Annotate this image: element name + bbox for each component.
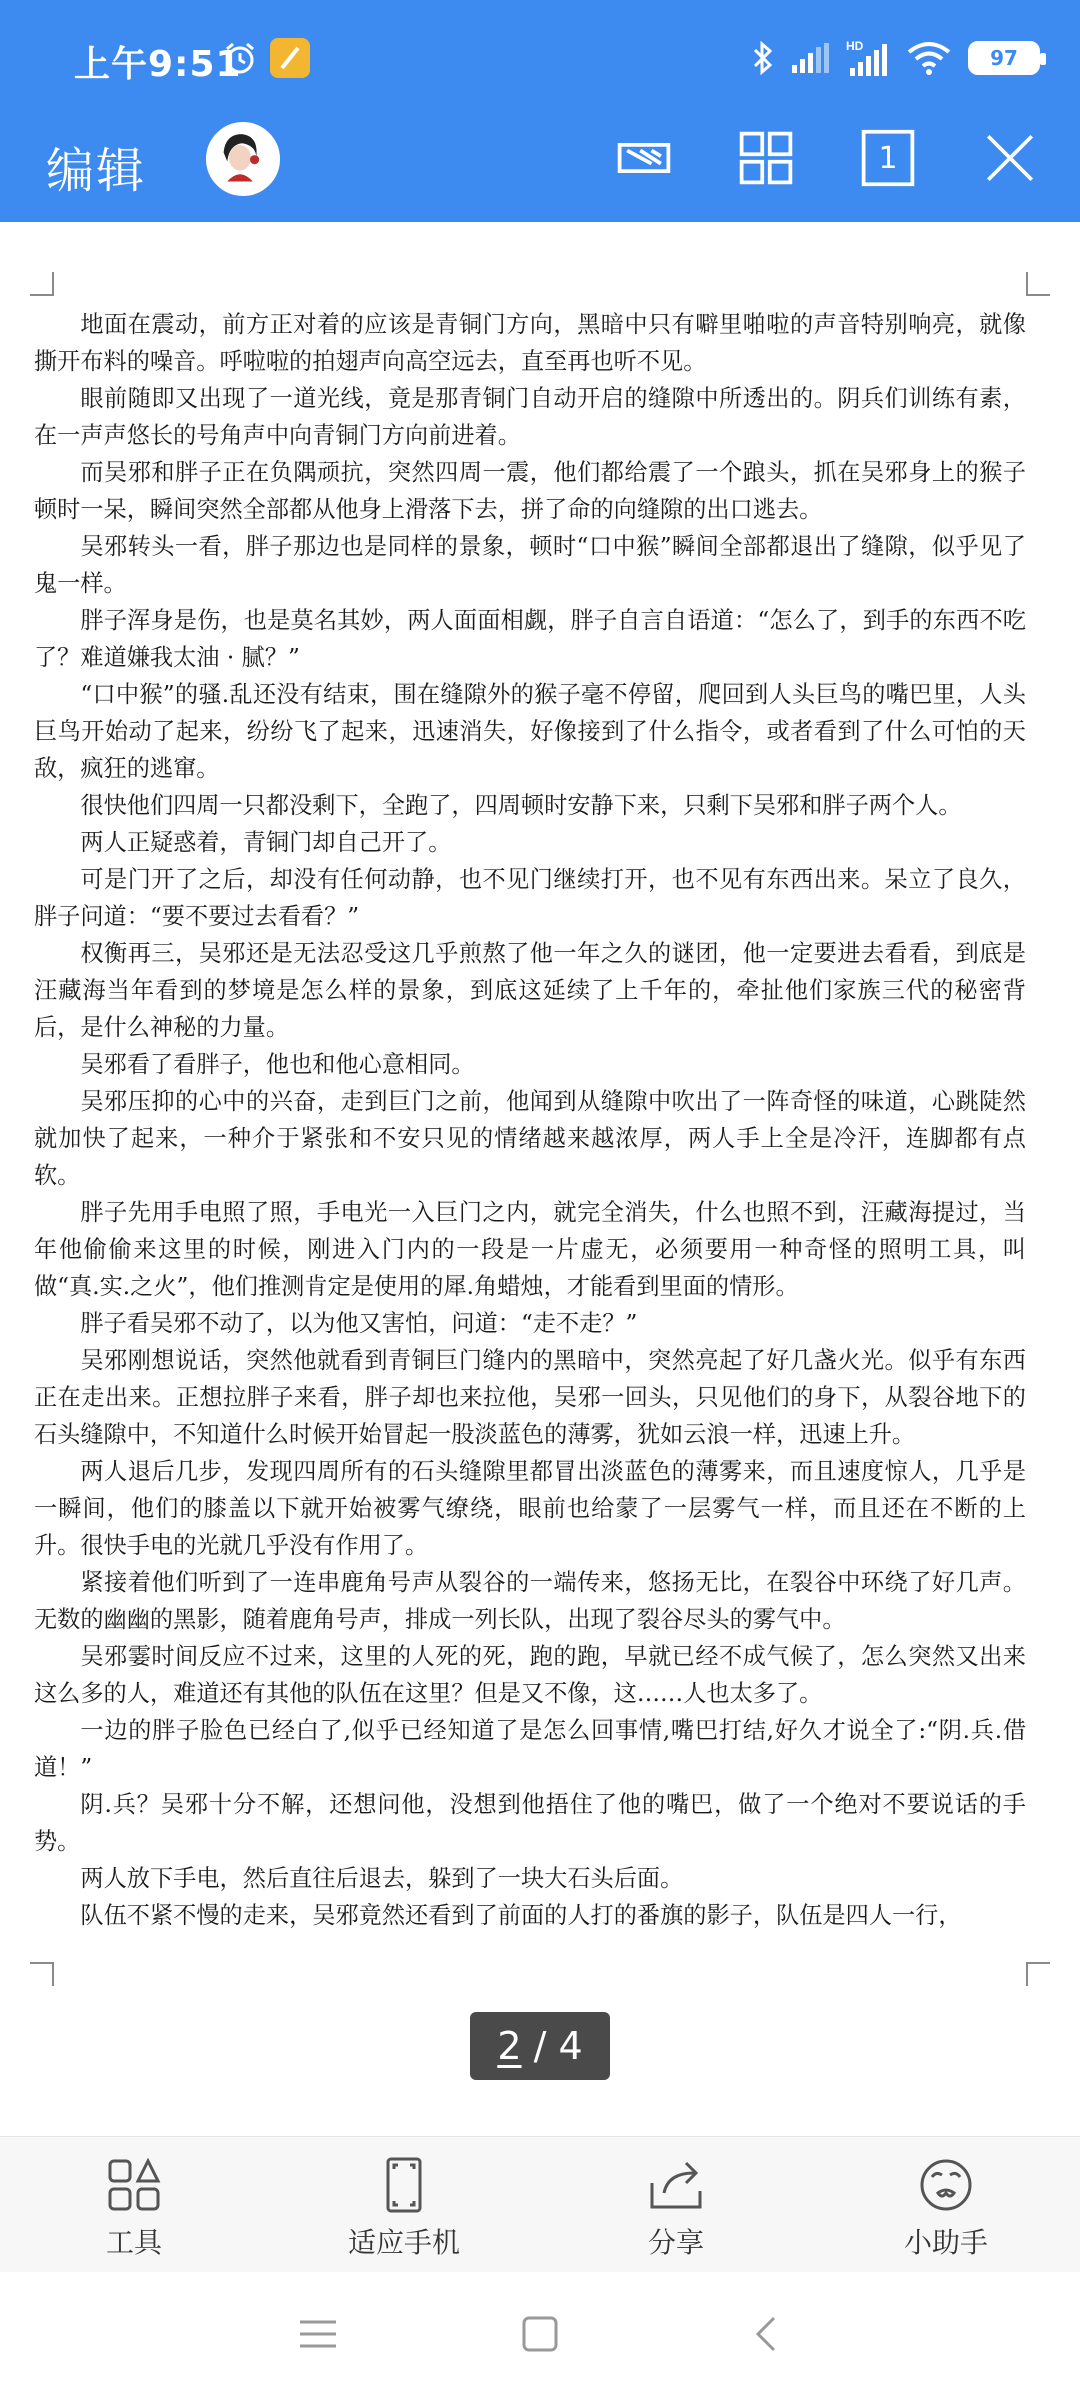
menu-nav-icon[interactable] bbox=[294, 2310, 342, 2358]
paragraph: 紧接着他们听到了一连串鹿角号声从裂谷的一端传来，悠扬无比，在裂谷中环绕了好几声。无数的幽幽的黑影，随着鹿角号声，排成一列长队，出现了裂谷尽头的雾气中。 bbox=[34, 1569, 1026, 1633]
paragraph: 吴邪霎时间反应不过来，这里的人死的死，跑的跑，早就已经不成气候了，怎么突然又出来这么多的人，难道还有其他的队伍在这里？但是又不像，这……人也太多了。 bbox=[34, 1643, 1026, 1707]
page-corner-mark bbox=[1026, 1962, 1050, 1986]
paragraph: 两人放下手电，然后直往后退去，躲到了一块大石头后面。 bbox=[80, 1865, 684, 1892]
share-label: 分享 bbox=[647, 2226, 704, 2259]
wifi-icon bbox=[906, 40, 952, 76]
svg-text:HD: HD bbox=[846, 39, 864, 53]
share-button[interactable] bbox=[576, 2155, 776, 2265]
page-corner-mark bbox=[30, 1962, 54, 1986]
paragraph: 可是门开了之后，却没有任何动静，也不见门继续打开，也不见有东西出来。呆立了良久，胖子问道：“要不要过去看看？” bbox=[34, 866, 1026, 930]
fit-screen-icon bbox=[374, 2155, 434, 2215]
status-right-icons bbox=[752, 36, 1040, 80]
note-icon bbox=[270, 38, 310, 78]
edit-button[interactable]: 编辑 bbox=[46, 143, 147, 199]
paragraph: 两人退后几步，发现四周所有的石头缝隙里都冒出淡蓝色的薄雾来，而且速度惊人，几乎是一瞬间，他们的膝盖以下就开始被雾气缭绕，眼前也给蒙了一层雾气一样，而且还在不断的上升。很快手电的光就几乎没有作用了。 bbox=[34, 1458, 1026, 1559]
close-icon[interactable] bbox=[978, 126, 1042, 190]
fit-phone-label: 适应手机 bbox=[347, 2226, 460, 2259]
status-time: 上午9:51 bbox=[74, 44, 242, 85]
fit-phone-button[interactable] bbox=[304, 2155, 504, 2265]
paragraph: 胖子看吴邪不动了，以为他又害怕，问道：“走不走？” bbox=[80, 1310, 638, 1337]
system-nav-bar bbox=[0, 2272, 1080, 2400]
paragraph: 吴邪转头一看，胖子那边也是同样的景象，顿时“口中猴”瞬间全部都退出了缝隙，似乎见了鬼一样。 bbox=[34, 533, 1026, 597]
back-nav-icon[interactable] bbox=[744, 2310, 792, 2358]
tools-label: 工具 bbox=[105, 2226, 162, 2259]
page-separator: / bbox=[521, 2024, 559, 2068]
single-page-icon[interactable] bbox=[856, 126, 920, 190]
paragraph: 一边的胖子脸色已经白了,似乎已经知道了是怎么回事情,嘴巴打结,好久才说全了:“阴.兵.借道！” bbox=[34, 1717, 1026, 1781]
avatar[interactable] bbox=[206, 122, 280, 196]
home-nav-icon[interactable] bbox=[516, 2310, 564, 2358]
assistant-icon bbox=[916, 2155, 976, 2215]
document-text bbox=[34, 306, 1026, 1934]
paragraph: 眼前随即又出现了一道光线，竟是那青铜门自动开启的缝隙中所透出的。阴兵们训练有素，在一声声悠长的号角声中向青铜门方向前进着。 bbox=[34, 385, 1026, 449]
tools-icon bbox=[104, 2155, 164, 2215]
doc-toolbar bbox=[0, 110, 1080, 222]
bottom-action-bar bbox=[0, 2136, 1080, 2273]
page-indicator[interactable] bbox=[470, 2012, 610, 2080]
paragraph: 胖子浑身是伤，也是莫名其妙，两人面面相觑，胖子自言自语道：“怎么了，到手的东西不吃了？难道嫌我太油 · 腻？” bbox=[34, 607, 1026, 671]
paragraph: 而吴邪和胖子正在负隅顽抗，突然四周一震，他们都给震了一个踉头，抓在吴邪身上的猴子顿时一呆，瞬间突然全部都从他身上滑落下去，拼了命的向缝隙的出口逃去。 bbox=[34, 459, 1026, 523]
battery-icon: 97 bbox=[968, 41, 1040, 75]
paragraph: 很快他们四周一只都没剩下，全跑了，四周顿时安静下来，只剩下吴邪和胖子两个人。 bbox=[80, 792, 962, 819]
paragraph: “口中猴”的骚.乱还没有结束，围在缝隙外的猴子毫不停留，爬回到人头巨鸟的嘴巴里，人头巨鸟开始动了起来，纷纷飞了起来，迅速消失，好像接到了什么指令，或者看到了什么可怕的天敌，疯狂的逃窜。 bbox=[34, 681, 1026, 782]
paragraph: 阴.兵？吴邪十分不解，还想问他，没想到他捂住了他的嘴巴，做了一个绝对不要说话的手势。 bbox=[34, 1791, 1026, 1855]
current-page: 2 bbox=[497, 2024, 522, 2068]
page-corner-mark bbox=[30, 272, 54, 296]
grid-icon[interactable] bbox=[734, 126, 798, 190]
paragraph: 吴邪压抑的心中的兴奋，走到巨门之前，他闻到从缝隙中吹出了一阵奇怪的味道，心跳陡然就加快了起来，一种介于紧张和不安只见的情绪越来越浓厚，两人手上全是冷汗，连脚都有点软。 bbox=[34, 1088, 1026, 1189]
bluetooth-icon bbox=[752, 40, 774, 76]
hd-signal-icon bbox=[846, 38, 890, 78]
assistant-button[interactable] bbox=[846, 2155, 1046, 2265]
page-corner-mark bbox=[1026, 272, 1050, 296]
paragraph: 吴邪刚想说话，突然他就看到青铜巨门缝内的黑暗中，突然亮起了好几盏火光。似乎有东西正在走出来。正想拉胖子来看，胖子却也来拉他，吴邪一回头，只见他们的身下，从裂谷地下的石头缝隙中，不知道什么时候开始冒起一股淡蓝色的薄雾，犹如云浪一样，迅速上升。 bbox=[34, 1347, 1026, 1448]
paragraph: 地面在震动，前方正对着的应该是青铜门方向，黑暗中只有噼里啪啦的声音特别响亮，就像撕开布料的噪音。呼啦啦的拍翅声向高空远去，直至再也听不见。 bbox=[34, 311, 1026, 375]
assistant-label: 小助手 bbox=[903, 2226, 988, 2259]
single-page-label: 1 bbox=[878, 140, 898, 176]
paragraph: 两人正疑惑着，青铜门却自己开了。 bbox=[80, 829, 452, 856]
app-header bbox=[0, 0, 1080, 222]
paragraph: 队伍不紧不慢的走来，吴邪竟然还看到了前面的人打的番旗的影子，队伍是四人一行， bbox=[80, 1902, 962, 1929]
paragraph: 胖子先用手电照了照，手电光一入巨门之内，就完全消失，什么也照不到，汪藏海提过，当年他偷偷来这里的时候，刚进入门内的一段是一片虚无，必须要用一种奇怪的照明工具，叫做“真.实.之火”，他们推测肯定是使用的犀.角蜡烛，才能看到里面的情形。 bbox=[34, 1199, 1026, 1300]
share-icon bbox=[646, 2155, 706, 2215]
paragraph: 吴邪看了看胖子，他也和他心意相同。 bbox=[80, 1051, 475, 1078]
paragraph: 权衡再三，吴邪还是无法忍受这几乎煎熬了他一年之久的谜团，他一定要进去看看，到底是汪藏海当年看到的梦境是怎么样的景象，到底这延续了上千年的，牵扯他们家族三代的秘密背后，是什么神秘的力量。 bbox=[34, 940, 1026, 1041]
document-page[interactable] bbox=[30, 272, 1050, 1992]
tools-button[interactable] bbox=[34, 2155, 234, 2265]
total-pages: 4 bbox=[558, 2024, 583, 2068]
signal-icon bbox=[790, 41, 830, 75]
alarm-icon bbox=[222, 40, 258, 76]
pen-erase-icon[interactable] bbox=[612, 126, 676, 190]
status-bar bbox=[0, 0, 1080, 120]
